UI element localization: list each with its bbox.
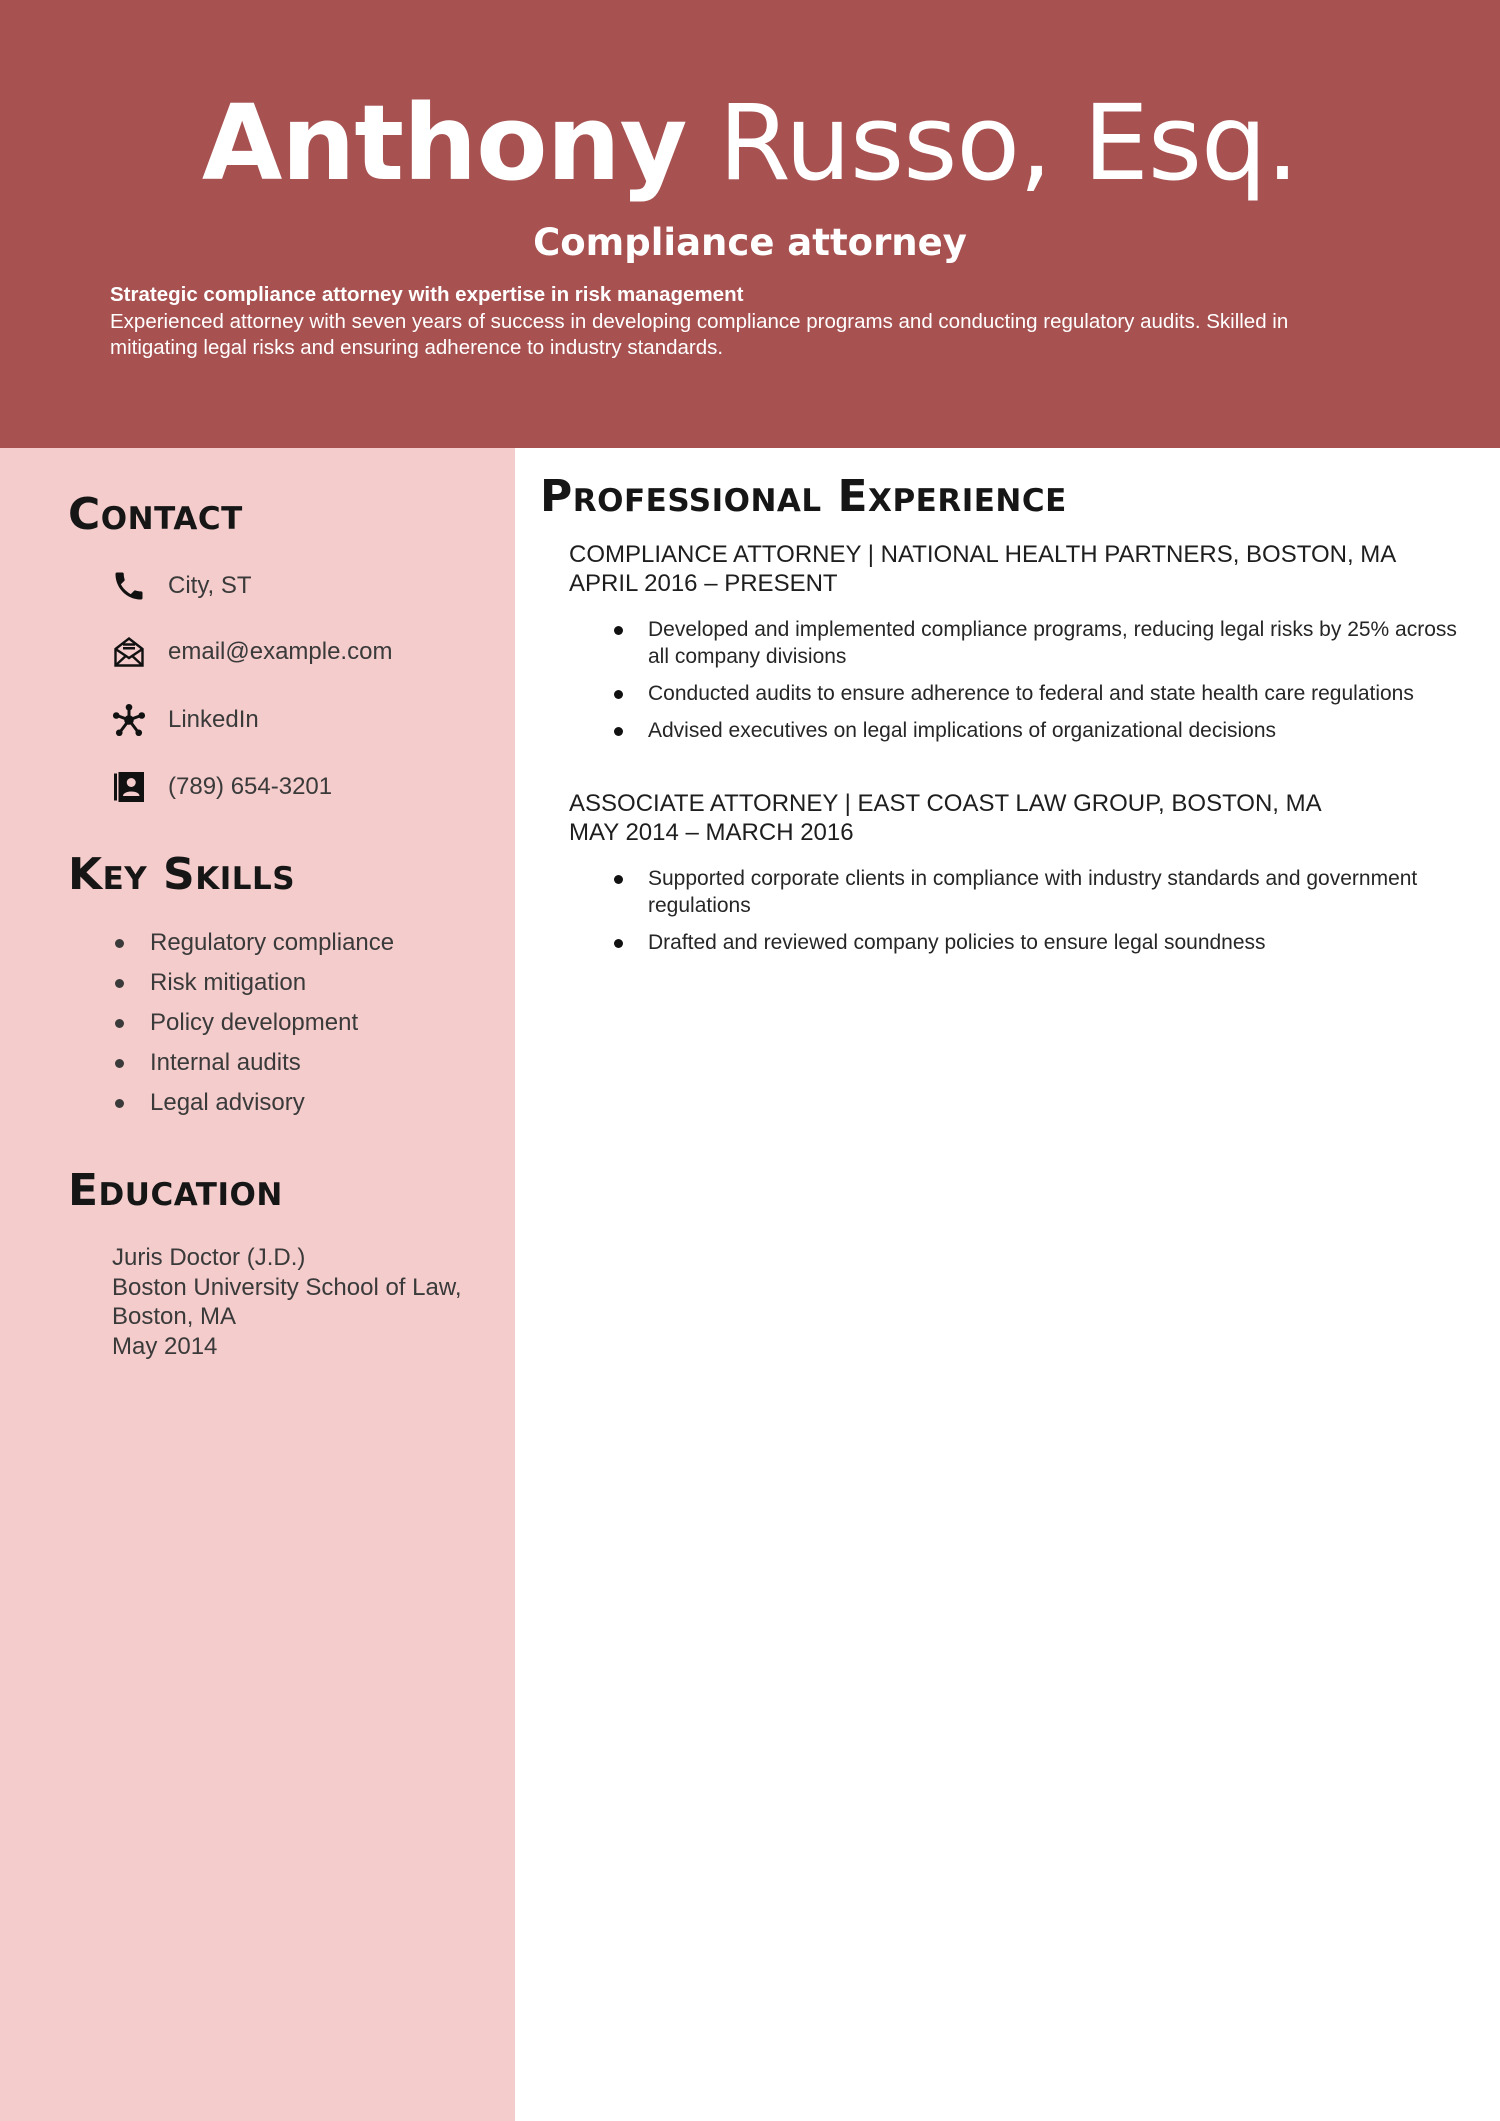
- job-entry: [569, 540, 1469, 754]
- job-bullet: Conducted audits to ensure adherence to federal and state health care regulations: [569, 680, 1469, 707]
- contact-heading: Contact: [68, 489, 243, 540]
- job-bullets: [569, 616, 1469, 744]
- contact-item-location: [110, 564, 252, 608]
- contact-item-phone[interactable]: [110, 765, 332, 809]
- education-entry: [112, 1243, 492, 1361]
- education-degree: Juris Doctor (J.D.): [112, 1244, 306, 1271]
- network-icon: [110, 701, 148, 739]
- contact-location: City, ST: [168, 572, 252, 599]
- skills-heading: Key Skills: [68, 849, 296, 900]
- first-name: Anthony: [201, 82, 687, 204]
- experience-heading: Professional Experience: [540, 471, 1067, 522]
- job-dates: APRIL 2016 – PRESENT: [569, 570, 838, 597]
- skill-item: Risk mitigation: [110, 963, 394, 1003]
- job-bullet: Developed and implemented compliance programs, reducing legal risks by 25% across all company divisions: [569, 616, 1469, 670]
- skill-item: Regulatory compliance: [110, 923, 394, 963]
- education-heading: Education: [68, 1165, 283, 1216]
- contact-card-icon: [110, 768, 148, 806]
- contact-phone[interactable]: (789) 654-3201: [168, 773, 333, 800]
- envelope-icon: [110, 633, 148, 671]
- job-bullets: [569, 865, 1469, 956]
- job-bullet: Drafted and reviewed company policies to ensure legal soundness: [569, 929, 1469, 956]
- education-location: Boston, MA: [112, 1303, 237, 1330]
- contact-item-linkedin[interactable]: [110, 698, 259, 742]
- summary: [110, 282, 1370, 362]
- contact-linkedin[interactable]: LinkedIn: [168, 706, 259, 733]
- candidate-name: [0, 78, 1500, 208]
- skills-list: [110, 923, 394, 1123]
- job-entry: [569, 789, 1469, 966]
- job-dates: MAY 2014 – MARCH 2016: [569, 819, 854, 846]
- education-date: May 2014: [112, 1332, 218, 1360]
- skill-item: Internal audits: [110, 1043, 394, 1083]
- job-bullet: Supported corporate clients in compliance with industry standards and government regulations: [569, 865, 1469, 919]
- job-position: COMPLIANCE ATTORNEY | NATIONAL HEALTH PARTNERS, BOSTON, MA: [569, 541, 1397, 568]
- education-school: Boston University School of Law,: [112, 1273, 462, 1301]
- resume-header: [0, 0, 1500, 448]
- contact-email[interactable]: email@example.com: [168, 638, 393, 665]
- skill-item: Policy development: [110, 1003, 394, 1043]
- contact-item-email[interactable]: [110, 630, 392, 674]
- job-bullet: Advised executives on legal implications of organizational decisions: [569, 717, 1469, 744]
- skill-item: Legal advisory: [110, 1083, 394, 1123]
- summary-text: Experienced attorney with seven years of success in developing compliance programs and conducting regulatory audits. Skilled in mitigating legal risks and ensuring adherence to industry standards.: [110, 309, 1289, 359]
- job-title: Compliance attorney: [533, 221, 967, 264]
- last-name: Russo, Esq.: [718, 82, 1299, 204]
- job-position: ASSOCIATE ATTORNEY | EAST COAST LAW GROUP, BOSTON, MA: [569, 790, 1322, 817]
- phone-icon: [110, 567, 148, 605]
- summary-headline: Strategic compliance attorney with expertise in risk management: [110, 283, 744, 306]
